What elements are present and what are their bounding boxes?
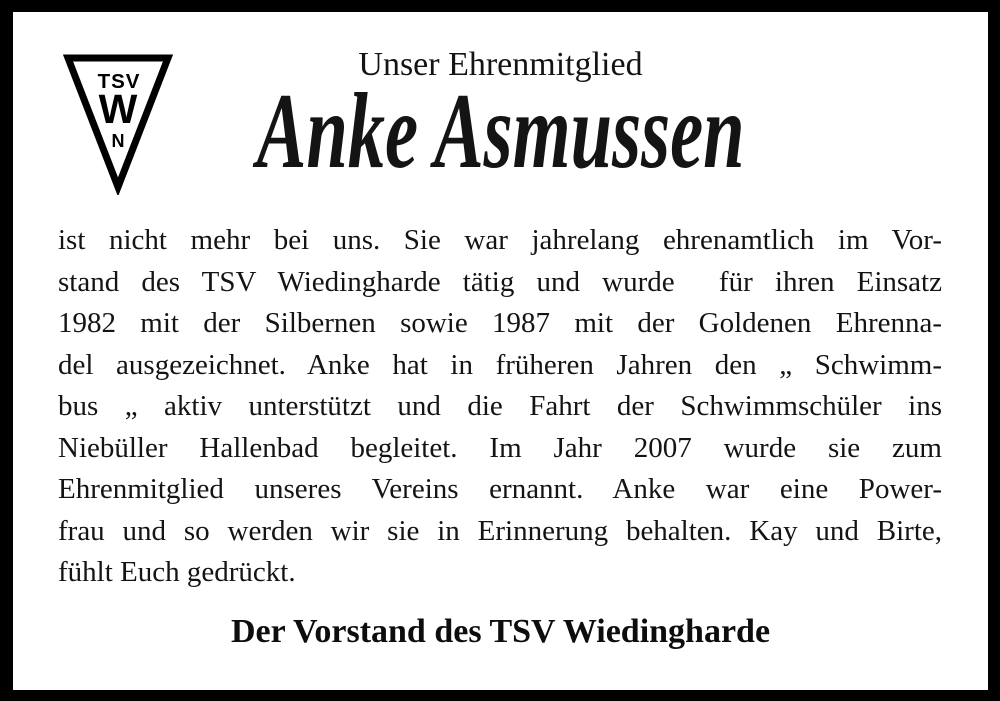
body-line: ist nicht mehr bei uns. Sie war jahrelang ehrenamtlich im Vor-	[58, 224, 942, 256]
logo-text-tsv: TSV	[97, 70, 141, 93]
logo-text-n: N	[111, 131, 125, 151]
eyebrow-heading: Unser Ehrenmitglied	[358, 46, 643, 83]
deceased-name-title	[13, 72, 988, 191]
body-line: frau und so werden wir sie in Erinnerung behalten. Kay und Birte,	[58, 514, 942, 547]
body-line: bus „ aktiv unterstützt und die Fahrt der Schwimmschüler ins	[58, 390, 942, 422]
body-line: stand des TSV Wiedingharde tätig und wurde für ihren Einsatz	[58, 265, 942, 298]
logo-text-w: W	[98, 86, 138, 132]
body-line: 1982 mit der Silbernen sowie 1987 mit der Goldenen Ehrenna-	[58, 307, 942, 339]
notice-paper	[13, 12, 988, 690]
body-line: Niebüller Hallenbad begleitet. Im Jahr 2007 wurde sie zum	[58, 431, 942, 464]
body-line: Ehrenmitglied unseres Vereins ernannt. Anke war eine Power-	[58, 473, 942, 505]
body-line: fühlt Euch gedrückt.	[58, 556, 296, 588]
body-line: del ausgezeichnet. Anke hat in früheren Jahren den „ Schwimm-	[58, 348, 942, 381]
obituary-body	[58, 220, 942, 594]
deceased-name-text: Anke Asmussen	[256, 72, 745, 191]
signature-line: Der Vorstand des TSV Wiedingharde	[230, 613, 771, 650]
